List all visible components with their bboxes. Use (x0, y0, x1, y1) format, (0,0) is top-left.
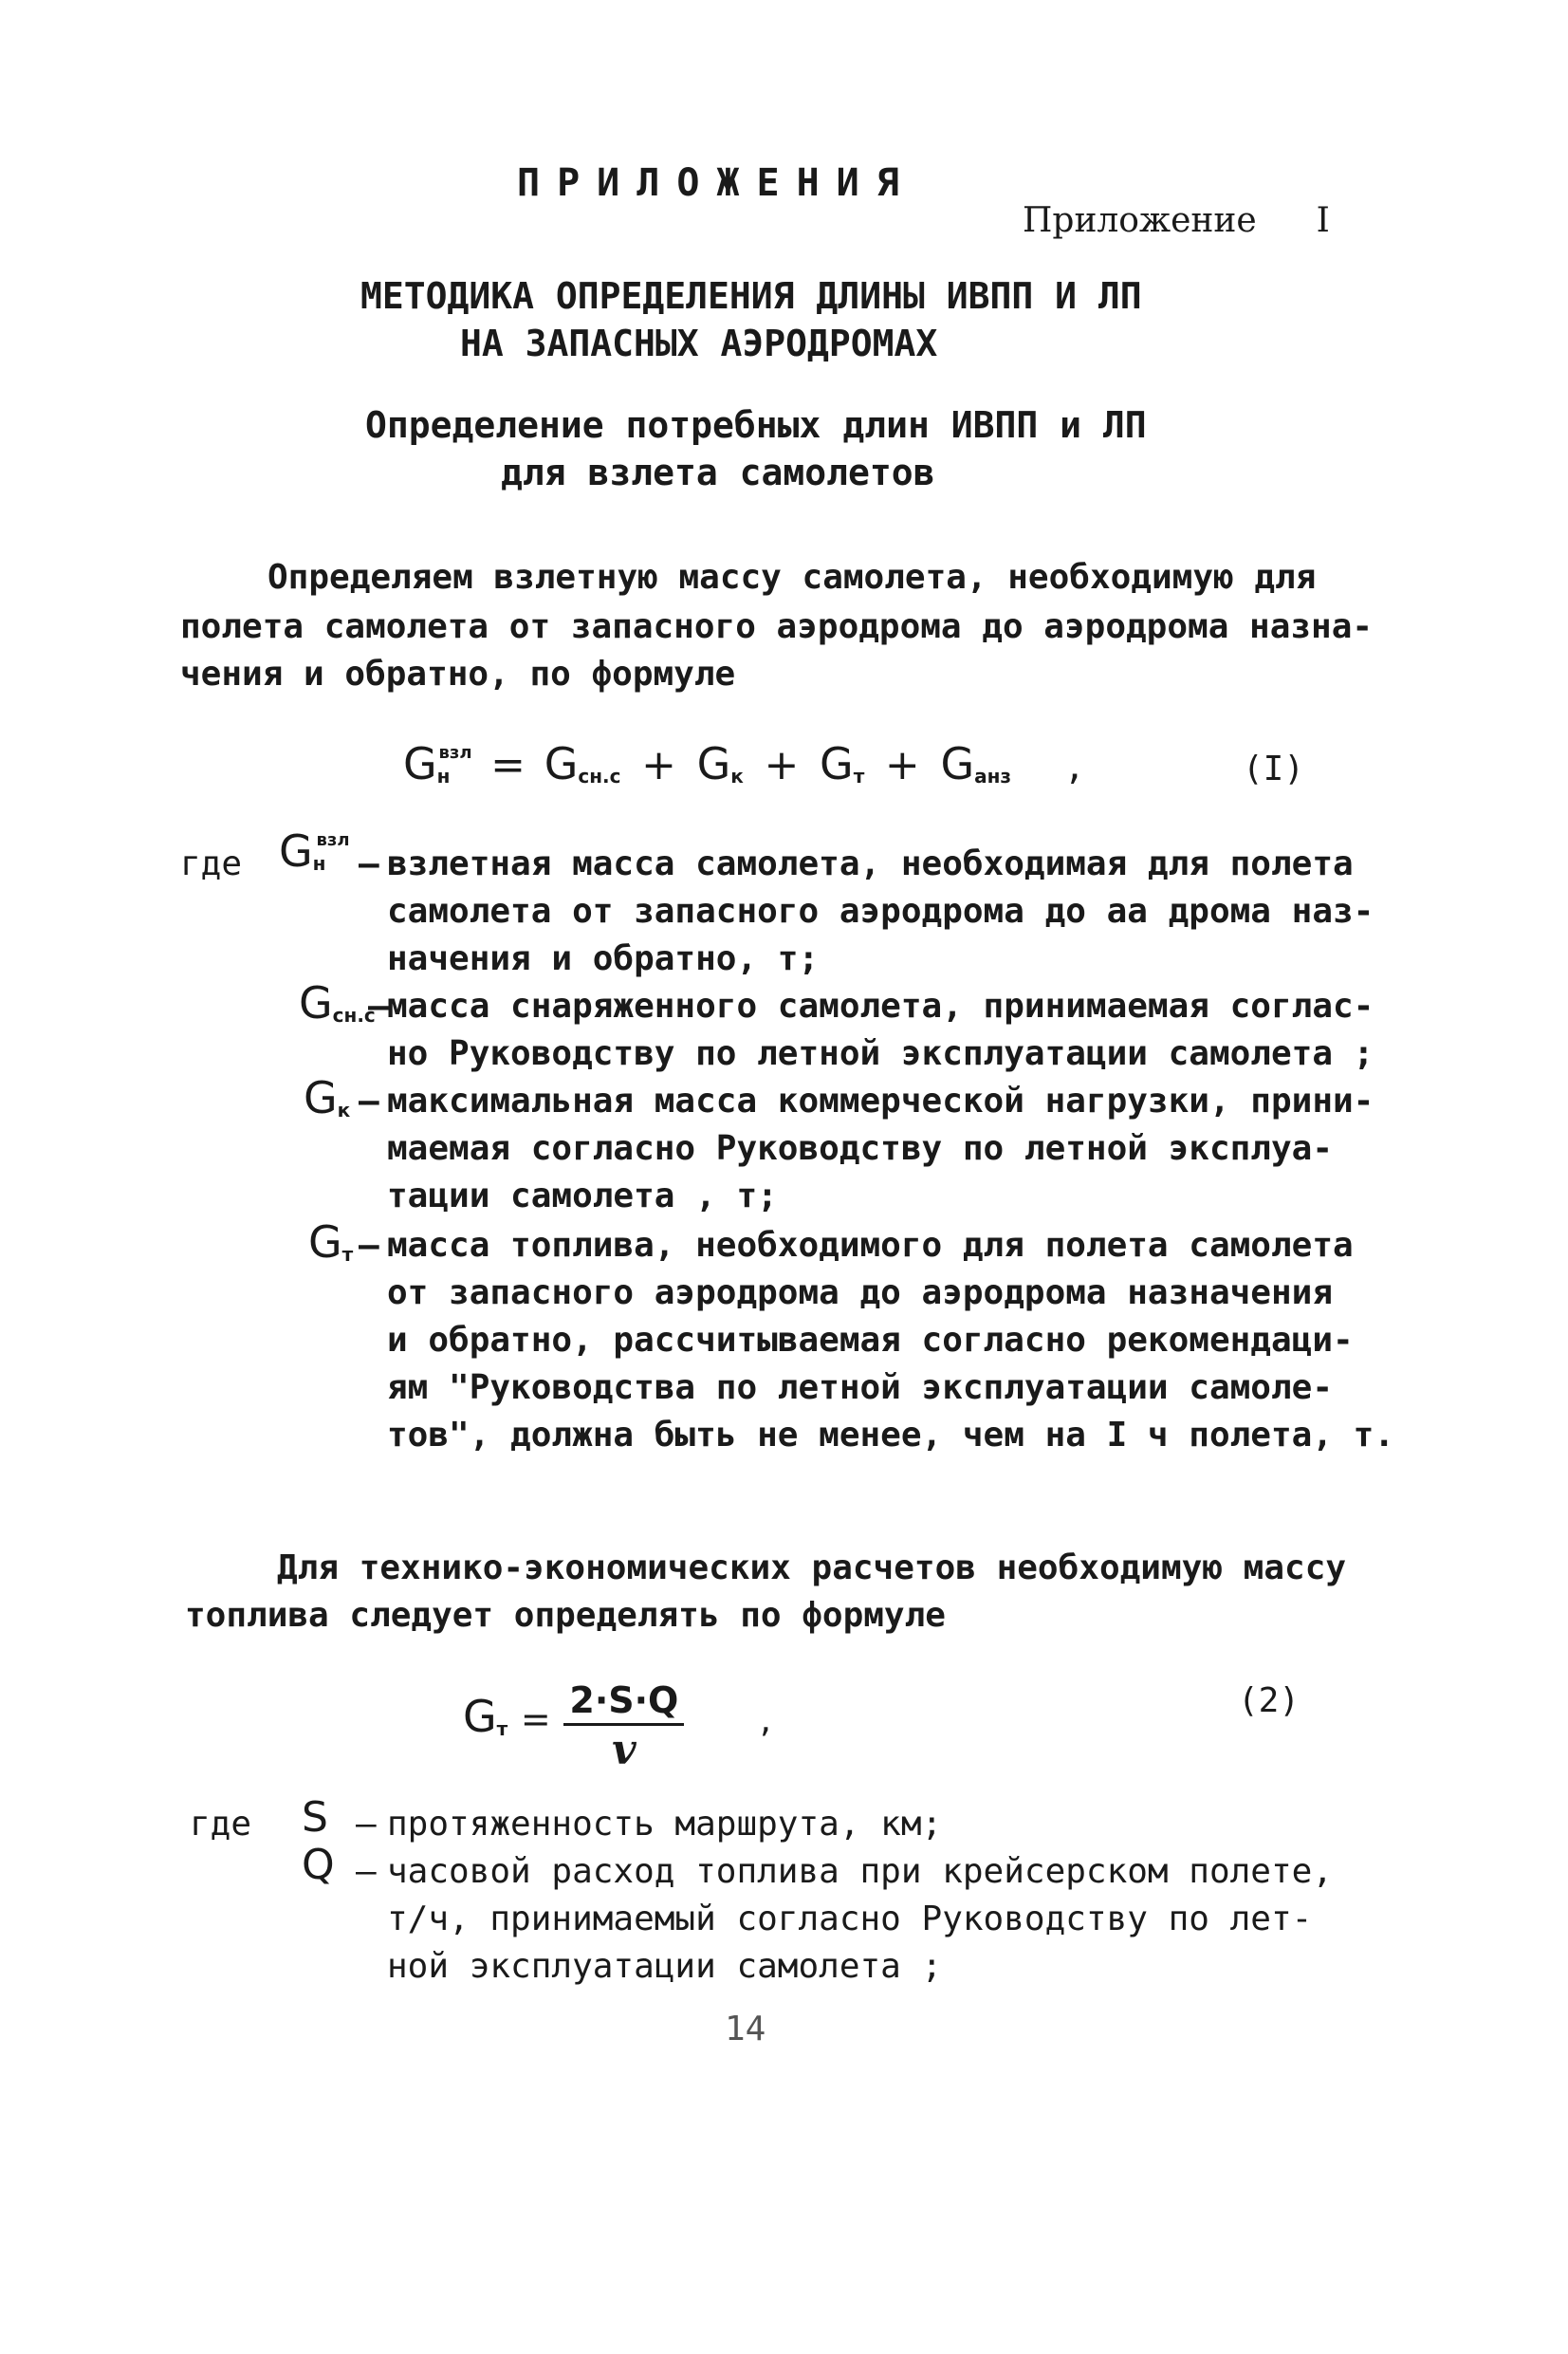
formula-2-numerator: 2·S·Q (563, 1679, 684, 1726)
section-title: ПРИЛОЖЕНИЯ (517, 161, 916, 205)
subtitle-line-1: Определение потребных длин ИВПП и ЛП (365, 404, 1147, 446)
def-4-dash: – (359, 1226, 379, 1265)
formula-1-plus-2: + (764, 741, 800, 789)
formula-1-plus-1: + (641, 741, 676, 789)
para-2-line-1: Для технико-экономических расчетов необходимую массу (277, 1548, 1347, 1587)
def-Q-line-3: ной эксплуатации самолета ; (387, 1947, 943, 1986)
formula-2-comma: , (760, 1697, 772, 1740)
formula-1-G-anz: $G_{анз}$ (940, 738, 1012, 789)
formula-1-G-t: $G_т$ (820, 738, 865, 789)
def-Q-symbol: Q (302, 1841, 335, 1889)
def-Q-dash: – (356, 1852, 377, 1891)
appendix-number: I (1316, 201, 1330, 240)
formula-2-denominator: v (612, 1726, 636, 1774)
def-3-line-1: максимальная масса коммерческой нагрузки, прини- (387, 1082, 1374, 1121)
def-Q-line-2: т/ч, принимаемый согласно Руководству по лет- (387, 1900, 1313, 1938)
formula-1-G-sn: $G_{сн.с}$ (544, 738, 621, 789)
def-Q-line-1: часовой расход топлива при крейсерском полете, (387, 1852, 1333, 1891)
title-line-2: НА ЗАПАСНЫХ АЭРОДРОМАХ (460, 323, 938, 364)
def-G-k-symbol: Gк (304, 1072, 351, 1123)
intro-line-2: полета самолета от запасного аэродрома до аэродрома назна- (180, 607, 1374, 646)
title-line-1: МЕТОДИКА ОПРЕДЕЛЕНИЯ ДЛИНЫ ИВПП И ЛП (360, 275, 1142, 317)
def-G-sn-symbol: Gсн.с (299, 977, 376, 1029)
def-S-symbol: S (302, 1793, 328, 1842)
def-3-dash: – (359, 1082, 379, 1121)
where-1-label: где (180, 844, 243, 883)
appendix-label-text: Приложение (1023, 201, 1257, 240)
formula-1-plus-3: + (884, 741, 920, 789)
def-4-line-4: ям "Руководства по летной эксплуатации самоле- (387, 1368, 1333, 1407)
def-4-line-1: масса топлива, необходимого для полета самолета (387, 1226, 1354, 1265)
def-4-line-3: и обратно, рассчитываемая согласно рекомендаци- (387, 1321, 1354, 1360)
def-1-line-2: самолета от запасного аэродрома до аа дрома наз- (387, 892, 1374, 931)
formula-1-comma: , (1067, 741, 1081, 789)
def-1-dash: – (359, 844, 379, 883)
formula-1-G-h: $G_н^{взл}$ (403, 738, 472, 789)
def-2-dash: – (368, 987, 389, 1026)
def-S-line-1: протяженность маршрута, км; (387, 1805, 943, 1844)
def-4-line-2: от запасного аэродрома до аэродрома назначения (387, 1273, 1333, 1312)
para-2-line-2: топлива следует определять по формуле (185, 1596, 946, 1635)
formula-2-G-t: $G_т$ (463, 1690, 508, 1742)
formula-2-fraction (563, 1679, 684, 1774)
def-1-line-3: начения и обратно, т; (387, 939, 820, 978)
appendix-label (1023, 201, 1330, 240)
where-2-label: где (190, 1805, 252, 1844)
def-3-line-3: тации самолета , т; (387, 1177, 778, 1215)
formula-1-number: (I) (1243, 750, 1305, 788)
def-S-dash: – (356, 1805, 377, 1844)
formula-1 (403, 738, 1081, 789)
formula-2-eq: = (520, 1697, 551, 1740)
subtitle-line-2: для взлета самолетов (501, 452, 935, 493)
def-G-vzl-symbol: Gнвзл (279, 825, 350, 877)
formula-2 (463, 1679, 771, 1774)
def-G-t-symbol: Gт (308, 1216, 354, 1268)
def-3-line-2: маемая согласно Руководству по летной эксплуа- (387, 1129, 1333, 1168)
intro-line-1: Определяем взлетную массу самолета, необходимую для (267, 558, 1317, 597)
def-4-line-5: тов", должна быть не менее, чем на I ч полета, т. (387, 1416, 1395, 1455)
formula-1-G-k: $G_к$ (696, 738, 744, 789)
formula-2-number: (2) (1238, 1681, 1301, 1720)
intro-line-3: чения и обратно, по формуле (180, 655, 736, 694)
def-2-line-2: но Руководству по летной эксплуатации самолета ; (387, 1034, 1374, 1073)
formula-1-eq: = (490, 741, 526, 789)
page-number: 14 (725, 2010, 766, 2048)
def-2-line-1: масса снаряженного самолета, принимаемая соглас- (387, 987, 1374, 1026)
def-1-line-1: взлетная масса самолета, необходимая для полета (387, 844, 1354, 883)
